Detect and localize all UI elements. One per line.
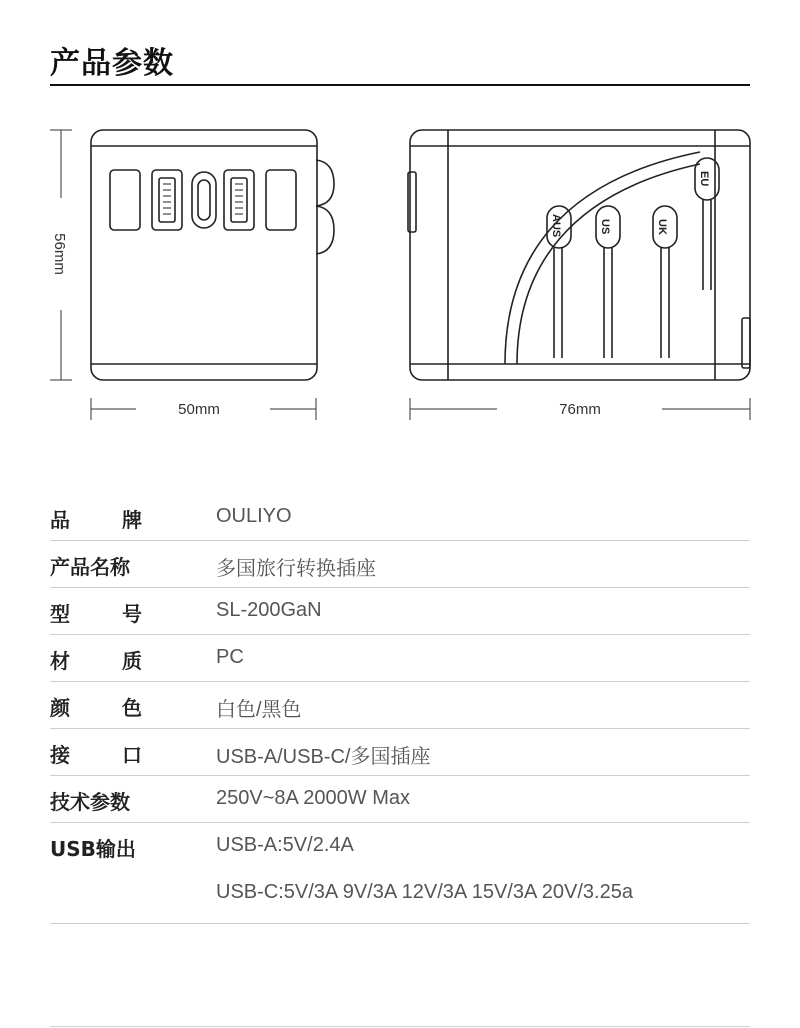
spec-label-char: 接 xyxy=(50,743,70,767)
spec-label xyxy=(50,598,142,627)
spec-label-char: 质 xyxy=(122,649,142,673)
spec-row-model xyxy=(50,588,750,635)
spec-label: 产品名称 xyxy=(50,555,130,579)
height-label: 56mm xyxy=(51,233,68,275)
spec-value: 250V~8A 2000W Max xyxy=(216,787,411,809)
spec-label xyxy=(50,504,142,533)
spec-row-product-name xyxy=(50,541,750,588)
side-view xyxy=(408,130,750,380)
spec-label xyxy=(50,739,142,768)
plug-label-us: US xyxy=(599,219,611,235)
spec-value: PC xyxy=(216,646,244,668)
spec-table xyxy=(50,494,750,924)
usb-a-port-2 xyxy=(224,170,254,230)
plug-label-uk: UK xyxy=(656,219,668,235)
side-width-label: 76mm xyxy=(559,401,601,418)
spec-label-char: 号 xyxy=(122,602,142,626)
spec-value-secondary: USB-C:5V/3A 9V/3A 12V/3A 15V/3A 20V/3.25a xyxy=(216,881,633,903)
spec-value: OULIYO xyxy=(216,505,292,527)
spec-value: USB-A/USB-C/多国插座 xyxy=(216,746,431,768)
title-divider xyxy=(50,84,750,86)
spec-label-char: 色 xyxy=(122,696,142,720)
spec-label: USB输出 xyxy=(50,837,136,861)
spec-value: 白色/黑色 xyxy=(216,699,302,721)
usb-a-port-1 xyxy=(152,170,182,230)
spec-label-char: 口 xyxy=(122,743,142,767)
spec-label: 技术参数 xyxy=(50,790,130,814)
spec-row-usb-output xyxy=(50,823,750,924)
spec-label xyxy=(50,692,142,721)
spec-label-char: 颜 xyxy=(50,696,70,720)
spec-label-char: 品 xyxy=(50,508,70,532)
spec-label-char: 型 xyxy=(50,602,70,626)
spec-label-char: 牌 xyxy=(122,508,142,532)
bottom-divider xyxy=(50,1026,750,1027)
spec-row-brand xyxy=(50,494,750,541)
spec-row-material xyxy=(50,635,750,682)
spec-label-char: 材 xyxy=(50,649,70,673)
spec-row-interface xyxy=(50,729,750,776)
spec-row-tech-params xyxy=(50,776,750,823)
spec-value: 多国旅行转换插座 xyxy=(216,558,376,580)
front-width-label: 50mm xyxy=(178,401,220,418)
spec-value: SL-200GaN xyxy=(216,599,322,621)
spec-value: USB-A:5V/2.4A xyxy=(216,834,354,856)
plug-label-aus: AUS xyxy=(550,214,562,238)
led-window-left xyxy=(110,170,140,230)
spec-row-color xyxy=(50,682,750,729)
page-title: 产品参数 xyxy=(50,46,174,81)
front-view xyxy=(91,130,334,380)
product-dimension-drawing xyxy=(0,100,800,430)
led-window-right xyxy=(266,170,296,230)
spec-label xyxy=(50,645,142,674)
plug-label-eu: EU xyxy=(698,171,710,187)
